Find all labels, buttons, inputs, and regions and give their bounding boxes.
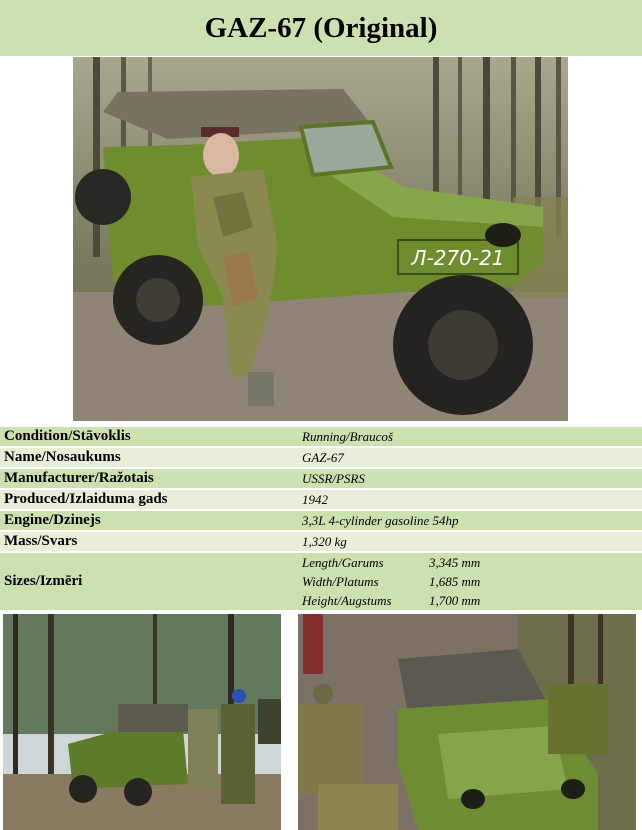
spec-label: Produced/Izlaiduma gads	[0, 490, 294, 509]
spec-label: Sizes/Izmēri	[0, 553, 294, 610]
spec-row-sizes	[0, 553, 642, 610]
spec-label: Manufacturer/Ražotais	[0, 469, 294, 488]
size-key: Length/Garums	[302, 555, 384, 570]
spec-label: Name/Nosaukums	[0, 448, 294, 467]
page-title: GAZ-67 (Original)	[204, 11, 438, 44]
spec-row-engine	[0, 511, 642, 530]
spec-row-name	[0, 448, 642, 467]
spec-label: Condition/Stāvoklis	[0, 427, 294, 446]
title-bar	[0, 0, 642, 56]
size-line-length	[302, 553, 638, 572]
spec-value: USSR/PSRS	[294, 469, 642, 488]
size-line-height	[302, 591, 638, 610]
spec-value: 1,320 kg	[294, 532, 642, 551]
size-key: Width/Platums	[302, 574, 379, 589]
overhead-vehicle-photo	[298, 614, 636, 830]
spec-row-manufacturer	[0, 469, 642, 488]
spec-label: Mass/Svars	[0, 532, 294, 551]
sizes-value	[294, 553, 642, 610]
spec-value: 1942	[294, 490, 642, 509]
specs-table	[0, 425, 642, 612]
spec-value: GAZ-67	[294, 448, 642, 467]
size-val: 3,345 mm	[429, 555, 481, 570]
plate-text: Л-270-21	[411, 246, 505, 270]
spec-row-mass	[0, 532, 642, 551]
size-val: 1,685 mm	[429, 574, 481, 589]
soldiers-group-photo	[3, 614, 281, 830]
spec-row-condition	[0, 427, 642, 446]
spec-value: Running/Braucoš	[294, 427, 642, 446]
spec-value: 3,3L 4-cylinder gasoline 54hp	[294, 511, 642, 530]
size-val: 1,700 mm	[429, 593, 481, 608]
spec-row-produced	[0, 490, 642, 509]
size-line-width	[302, 572, 638, 591]
main-vehicle-photo	[73, 57, 568, 421]
spec-label: Engine/Dzinejs	[0, 511, 294, 530]
size-key: Height/Augstums	[302, 593, 392, 608]
